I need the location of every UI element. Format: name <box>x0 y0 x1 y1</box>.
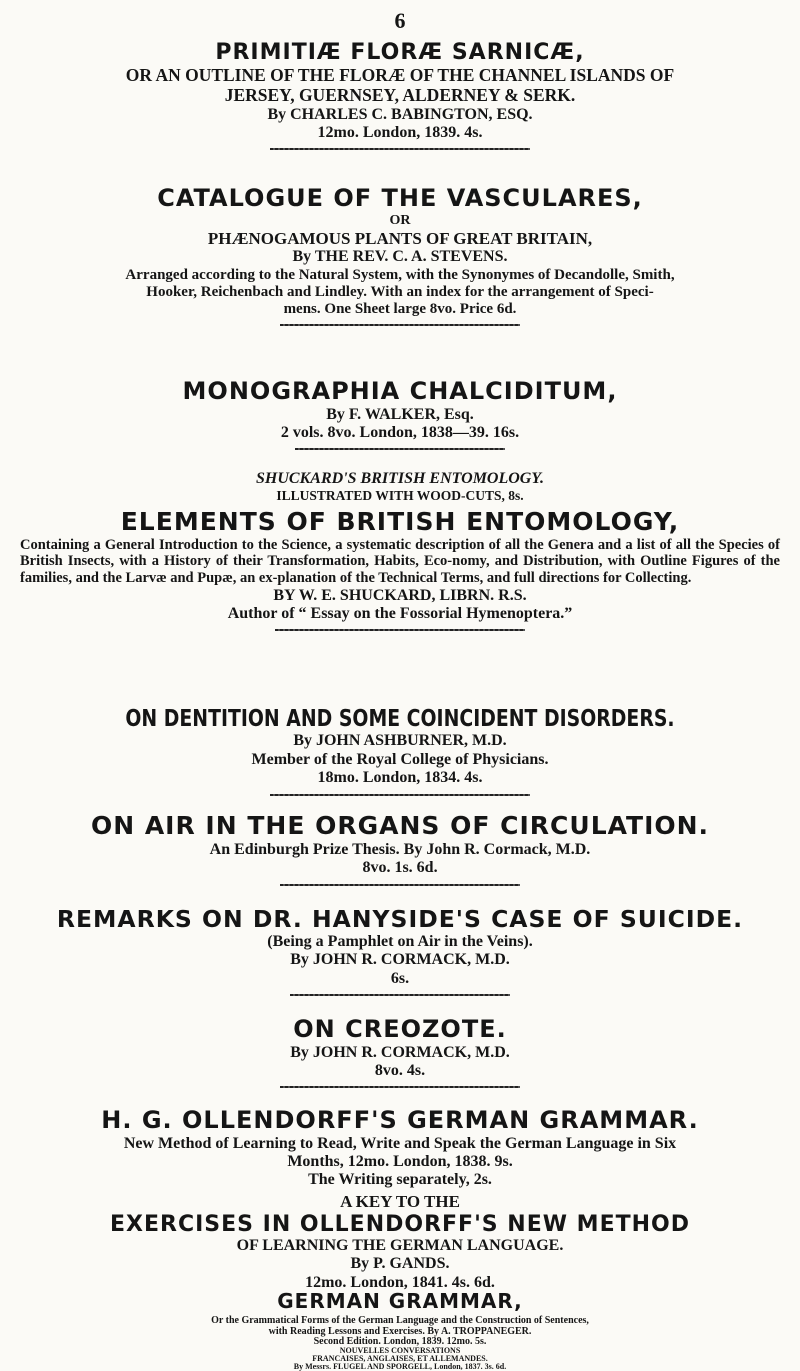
entry-title: PRIMITIÆ FLORÆ SARNICÆ, <box>215 40 585 65</box>
entry-description: The Writing separately, 2s. <box>308 1171 492 1189</box>
divider <box>270 794 530 796</box>
entry-details: 2 vols. 8vo. London, 1838—39. 16s. <box>280 423 520 441</box>
entry-subtitle: PHÆNOGAMOUS PLANTS OF GREAT BRITAIN, <box>207 228 593 248</box>
entry-description: Or the Grammatical Forms of the German Language and the Construction of Sentences, <box>211 1315 589 1326</box>
entry-author: By CHARLES C. BABINGTON, ESQ. <box>267 105 533 123</box>
entry-details: 8vo. 4s. <box>374 1061 426 1079</box>
entry-author: By JOHN R. CORMACK, M.D. <box>290 1043 510 1061</box>
divider <box>280 324 520 326</box>
entry-suicide <box>20 906 780 1002</box>
entry-description: Months, 12mo. London, 1838. 9s. <box>287 1152 513 1170</box>
divider <box>290 994 510 996</box>
entry-details: 8vo. 1s. 6d. <box>362 859 438 877</box>
divider <box>295 448 505 450</box>
entry-description: mens. One Sheet large 8vo. Price 6d. <box>283 301 517 318</box>
entry-author: By Messrs. FLUGEL AND SPORGELL, London, 1837. 3s. 6d. <box>293 1362 507 1371</box>
entry-author-note: Author of “ Essay on the Fossorial Hymenoptera.” <box>227 605 573 623</box>
entry-creozote <box>20 1016 780 1094</box>
entry-description: Containing a General Introduction to the Science, a systematic description of all the Genera and a list of all the Species of British Insects, with a History of their Transformation, Habits, Eco-nomy, and Distribution, with Outline Figures of the families, and the Larvæ and Pupæ, an ex-planation of the Technical Terms, and full directions for Collecting. <box>20 536 780 586</box>
entry-title: ON AIR IN THE ORGANS OF CIRCULATION. <box>90 811 710 840</box>
entry-or: OR <box>389 212 411 228</box>
entry-monographia <box>20 378 780 456</box>
divider <box>270 148 530 150</box>
entry-circulation <box>20 812 780 892</box>
entry-price: 6s. <box>390 969 410 987</box>
entry-author: By P. GANDS. <box>350 1255 450 1273</box>
entry-german-grammar <box>20 1290 780 1313</box>
entry-title: CATALOGUE OF THE VASCULARES, <box>157 184 643 212</box>
entry-author: By F. WALKER, Esq. <box>326 405 474 423</box>
entry-details: 12mo. London, 1841. 4s. 6d. <box>305 1273 495 1291</box>
entry-shuckard <box>20 470 780 637</box>
entry-key: A KEY TO THE <box>340 1192 460 1211</box>
entry-title: H. G. OLLENDORFF'S GERMAN GRAMMAR. <box>101 1106 699 1134</box>
entry-author: By JOHN ASHBURNER, M.D. <box>293 732 507 750</box>
entry-primitiae <box>20 40 780 156</box>
entry-author: BY W. E. SHUCKARD, LIBRN. R.S. <box>273 586 527 604</box>
entry-german-grammar-details <box>20 1316 780 1348</box>
entry-title: MONOGRAPHIA CHALCIDITUM, <box>182 377 618 405</box>
page-number: 6 <box>394 8 406 33</box>
entry-nouvelles <box>20 1346 780 1371</box>
entry-subtitle: FRANCAISES, ANGLAISES, ET ALLEMANDES. <box>312 1354 488 1363</box>
entry-subtitle: OF LEARNING THE GERMAN LANGUAGE. <box>236 1236 564 1254</box>
entry-illustrated: ILLUSTRATED WITH WOOD-CUTS, 8s. <box>276 488 524 504</box>
entry-title: REMARKS ON DR. HANYSIDE'S CASE OF SUICIDE. <box>56 905 744 933</box>
entry-title: ELEMENTS OF BRITISH ENTOMOLOGY, <box>120 506 680 536</box>
entry-title: ON DENTITION AND SOME COINCIDENT DISORDERS. <box>125 706 675 732</box>
entry-description: An Edinburgh Prize Thesis. By John R. Cormack, M.D. <box>209 840 591 858</box>
divider <box>280 884 520 886</box>
entry-exercises <box>20 1192 780 1292</box>
entry-description: Second Edition. London, 1839. 12mo. 5s. <box>313 1336 487 1347</box>
entry-author: By JOHN R. CORMACK, M.D. <box>290 951 510 969</box>
entry-author: By THE REV. C. A. STEVENS. <box>292 248 508 266</box>
entry-title: ON CREOZOTE. <box>293 1015 507 1043</box>
divider <box>280 1086 520 1088</box>
entry-description: New Method of Learning to Read, Write and Speak the German Language in Six <box>123 1134 677 1152</box>
entry-details: 18mo. London, 1834. 4s. <box>317 769 483 787</box>
entry-heading: SHUCKARD'S BRITISH ENTOMOLOGY. <box>256 470 544 487</box>
entry-subtitle: OR AN OUTLINE OF THE FLORÆ OF THE CHANNEL ISLANDS OF <box>125 65 675 86</box>
entry-dentition <box>20 706 780 802</box>
entry-description: (Being a Pamphlet on Air in the Veins). <box>267 933 533 951</box>
entry-title: EXERCISES IN OLLENDORFF'S NEW METHOD <box>110 1211 690 1237</box>
entry-title: GERMAN GRAMMAR, <box>277 1289 523 1313</box>
divider <box>275 629 525 631</box>
entry-details: 12mo. London, 1839. 4s. <box>317 123 483 141</box>
entry-title: NOUVELLES CONVERSATIONS <box>339 1346 461 1355</box>
entry-subtitle: JERSEY, GUERNSEY, ALDERNEY & SERK. <box>224 85 576 106</box>
entry-description: with Reading Lessons and Exercises. By A. TROPPANEGER. <box>268 1325 532 1337</box>
entry-affiliation: Member of the Royal College of Physicians. <box>251 750 549 768</box>
entry-description: Arranged according to the Natural System, with the Synonymes of Decandolle, Smith, <box>125 266 675 283</box>
entry-ollendorff <box>20 1107 780 1190</box>
entry-catalogue <box>20 185 780 332</box>
entry-description: Hooker, Reichenbach and Lindley. With an index for the arrangement of Speci- <box>146 283 654 300</box>
